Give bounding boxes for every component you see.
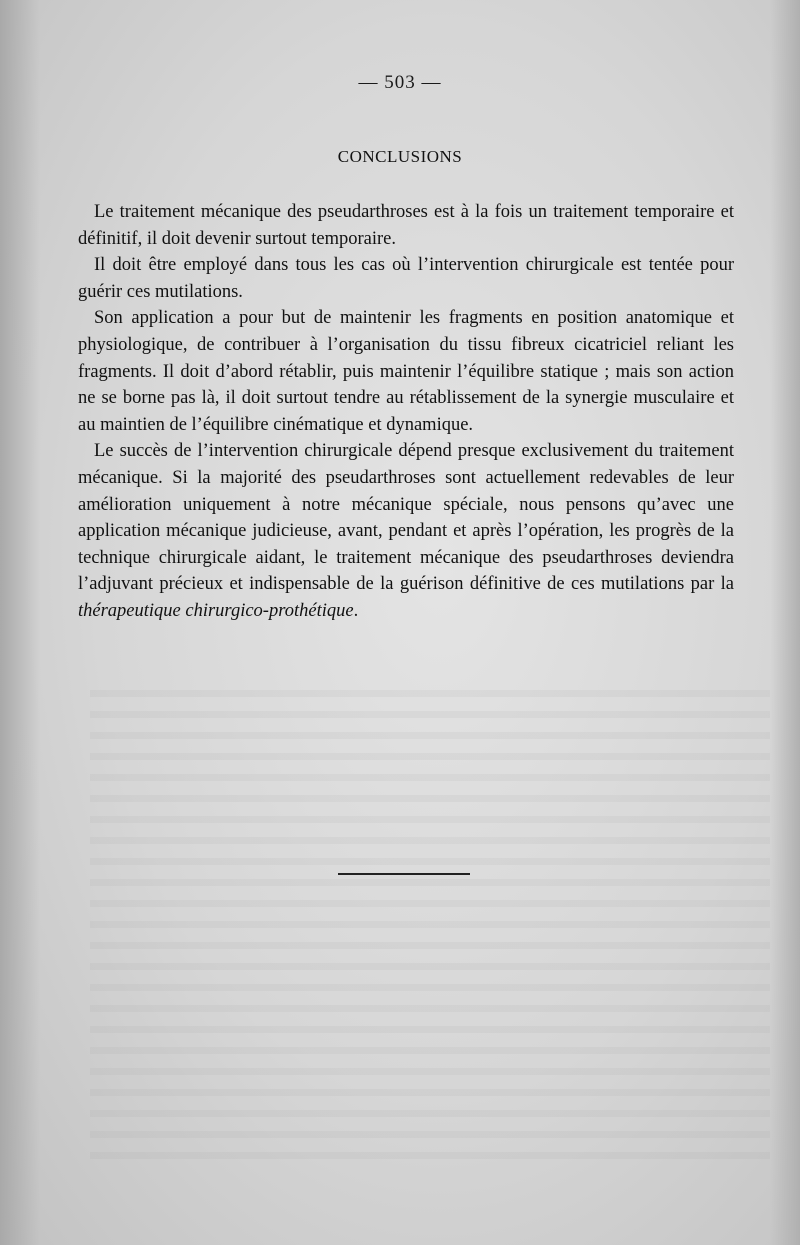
paragraph-text: Le succès de l’intervention chirurgicale dépend presque exclusivement du traitement mécanique. Si la majorité des pseudarthroses sont actuellement redevables de leur amélioration uniquement à notre mécanique spéciale, nous pensons qu’avec une application mécanique judicieuse, avant, pendant et après l’opération, les progrès de la technique chirurgicale aidant, le traitement mécanique des pseudarthroses deviendra l’adjuvant précieux et indispensable de la guérison définitive de ces mutilations par la [78, 441, 734, 595]
paragraph-end: . [353, 600, 359, 621]
closing-rule [338, 873, 470, 875]
paragraph [78, 438, 734, 624]
paragraph: Le traitement mécanique des pseudarthroses est à la fois un traitement temporaire et définitif, il doit devenir surtout temporaire. [78, 202, 734, 249]
paragraph: Son application a pour but de maintenir les fragments en position anatomique et physiologique, de contribuer à l’organisation du tissu fibreux cicatriciel reliant les fragments. Il doit d’abord rétablir, puis maintenir l’équilibre statique ; mais son action ne se borne pas là, il doit surtout tendre au rétablissement de la synergie musculaire et au maintien de l’équilibre cinématique et dynamique. [78, 308, 734, 435]
paragraph: Il doit être employé dans tous les cas où l’intervention chirurgicale est tentée pour guérir ces mutilations. [78, 255, 734, 302]
page-shadow-right [770, 0, 800, 1245]
italic-phrase: thérapeutique chirurgico-prothétique [78, 600, 354, 621]
page-shadow-left [0, 0, 40, 1245]
body-text [78, 199, 734, 625]
show-through-text [90, 690, 770, 1170]
page-number: — 503 — [358, 72, 442, 93]
section-heading: CONCLUSIONS [337, 147, 463, 166]
